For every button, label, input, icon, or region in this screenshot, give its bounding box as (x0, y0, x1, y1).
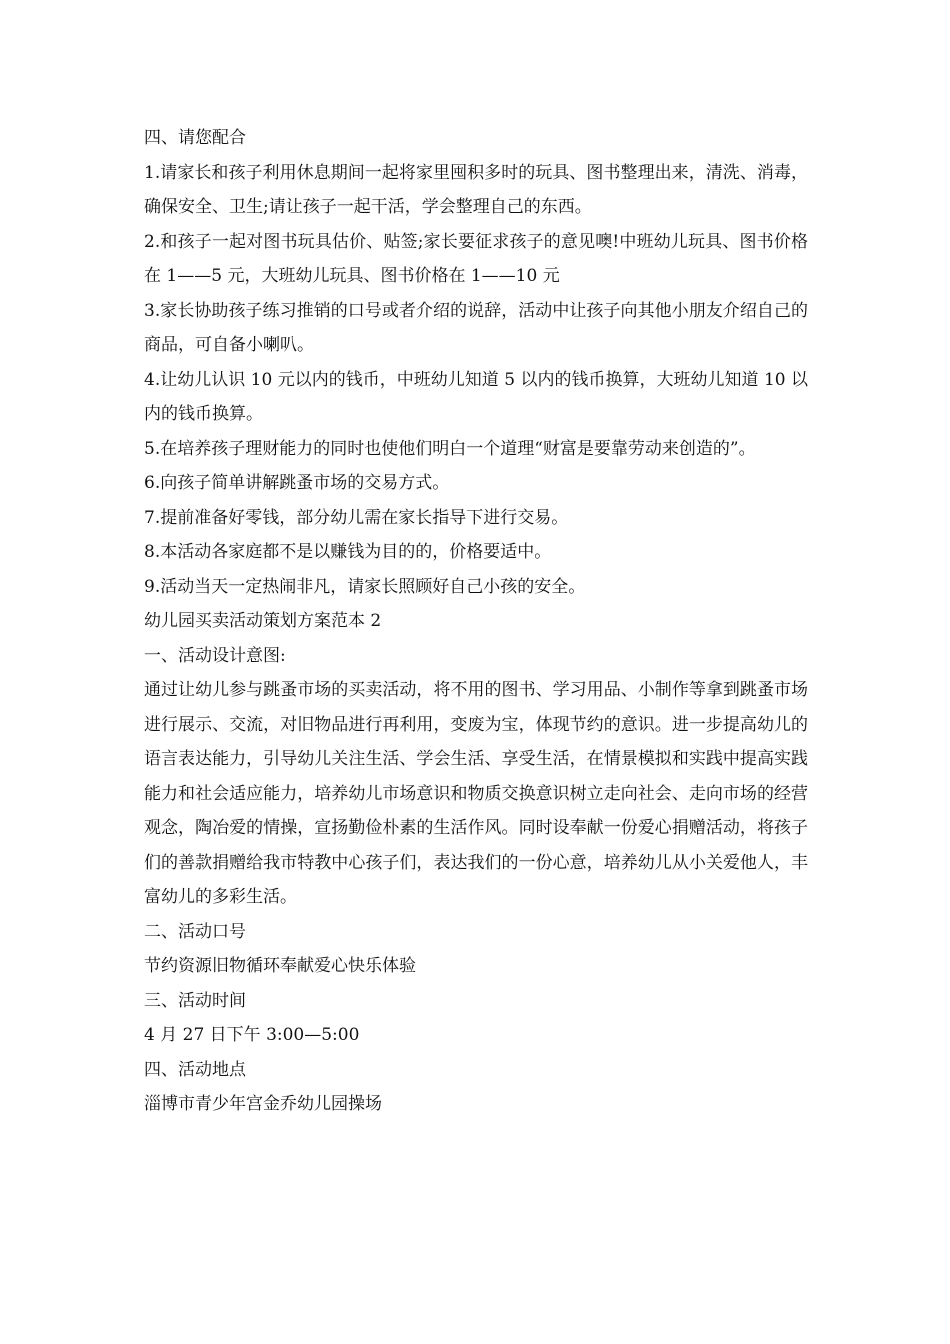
sample-title: 幼儿园买卖活动策划方案范本 2 (144, 611, 382, 631)
section-heading-cooperate: 四、请您配合 (144, 128, 246, 148)
list-item: 9.活动当天一定热闹非凡，请家长照顾好自己小孩的安全。 (144, 576, 586, 597)
list-item: 5.在培养孩子理财能力的同时也使他们明白一个道理“财富是要靠劳动来创造的”。 (144, 438, 756, 459)
list-item: 3.家长协助孩子练习推销的口号或者介绍的说辞，活动中让孩子向其他小朋友介绍自己的商品，可自备小喇叭。 (144, 300, 808, 355)
place-text: 淄博市青少年宫金乔幼儿园操场 (144, 1094, 382, 1114)
list-item: 8.本活动各家庭都不是以赚钱为目的的，价格要适中。 (144, 542, 552, 562)
section-heading-slogan: 二、活动口号 (144, 921, 246, 942)
list-item: 1.请家长和孩子利用休息期间一起将家里囤积多时的玩具、图书整理出来，清洗、消毒，确保安全、卫生;请让孩子一起干活，学会整理自己的东西。 (144, 162, 808, 217)
list-item: 2.和孩子一起对图书玩具估价、贴签;家长要征求孩子的意见噢!中班幼儿玩具、图书价格在 1——5 元，大班幼儿玩具、图书价格在 1——10 元 (144, 231, 808, 286)
section-heading-time: 三、活动时间 (144, 990, 246, 1011)
list-item: 6.向孩子简单讲解跳蚤市场的交易方式。 (144, 473, 450, 493)
design-paragraph: 通过让幼儿参与跳蚤市场的买卖活动，将不用的图书、学习用品、小制作等拿到跳蚤市场进行展示、交流，对旧物品进行再利用，变废为宝，体现节约的意识。进一步提高幼儿的语言表达能力，引导幼儿关注生活、学会生活、享受生活，在情景模拟和实践中提高实践能力和社会适应能力，培养幼儿市场意识和物质交换意识树立走向社会、走向市场的经营观念，陶冶爱的情操，宣扬勤俭朴素的生活作风。同时设奉献一份爱心捐赠活动，将孩子们的善款捐赠给我市特教中心孩子们，表达我们的一份心意，培养幼儿从小关爱他人，丰富幼儿的多彩生活。 (144, 680, 808, 907)
time-text: 4 月 27 日下午 3:00—5:00 (144, 1025, 360, 1045)
list-item: 4.让幼儿认识 10 元以内的钱币，中班幼儿知道 5 以内的钱币换算，大班幼儿知道 10 以内的钱币换算。 (144, 369, 808, 424)
document-body (144, 121, 808, 1122)
section-heading-place: 四、活动地点 (144, 1059, 246, 1080)
slogan-text: 节约资源旧物循环奉献爱心快乐体验 (144, 956, 416, 976)
section-heading-design: 一、活动设计意图: (144, 645, 286, 666)
list-item: 7.提前准备好零钱，部分幼儿需在家长指导下进行交易。 (144, 507, 569, 528)
